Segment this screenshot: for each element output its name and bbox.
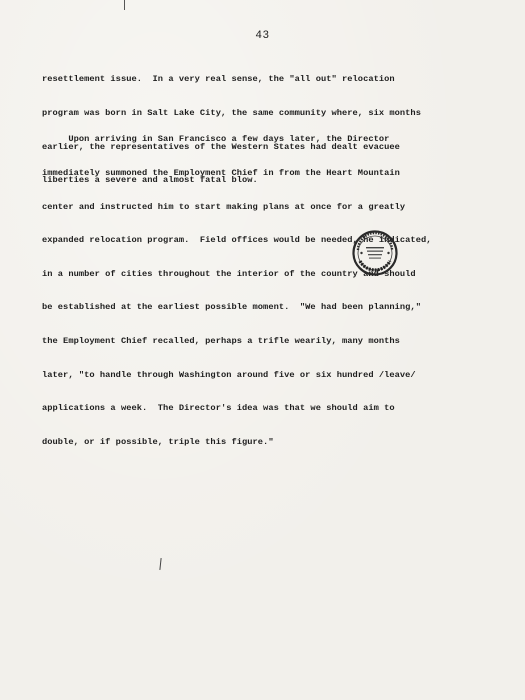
paragraph-2 xyxy=(42,112,482,470)
text-line: be established at the earliest possible moment. "We had been planning," xyxy=(42,302,421,313)
page-number: 43 xyxy=(255,30,270,42)
text-line: program was born in Salt Lake City, the same community where, six months xyxy=(42,108,421,118)
text-line: liberties a severe and almost fatal blow. xyxy=(42,175,258,186)
text-line: immediately summoned the Employment Chief in from the Heart Mountain xyxy=(42,168,400,178)
text-line: resettlement issue. In a very real sense, the "all out" relocation xyxy=(42,74,395,85)
text-line: expanded relocation program. Field offices would be needed, he indicated, xyxy=(42,235,432,246)
text-line: center and instructed him to start making plans at once for a greatly xyxy=(42,201,406,212)
archive-stamp-seal xyxy=(352,230,398,276)
text-line: applications a week. The Director's idea was that we should aim to xyxy=(42,403,395,414)
text-line: Upon arriving in San Francisco a few days later, the Director xyxy=(42,134,390,145)
text-line: the Employment Chief recalled, perhaps a trifle wearily, many months xyxy=(42,335,400,346)
text-line: in a number of cities throughout the interior of the country and should xyxy=(42,268,416,279)
text-line: later, "to handle through Washington around five or six hundred /leave/ xyxy=(42,369,416,380)
scan-mark xyxy=(124,0,125,10)
margin-mark xyxy=(159,558,162,570)
text-line: double, or if possible, triple this figure." xyxy=(42,436,274,447)
text-line: earlier, the representatives of the Western States had dealt evacuee xyxy=(42,141,400,152)
